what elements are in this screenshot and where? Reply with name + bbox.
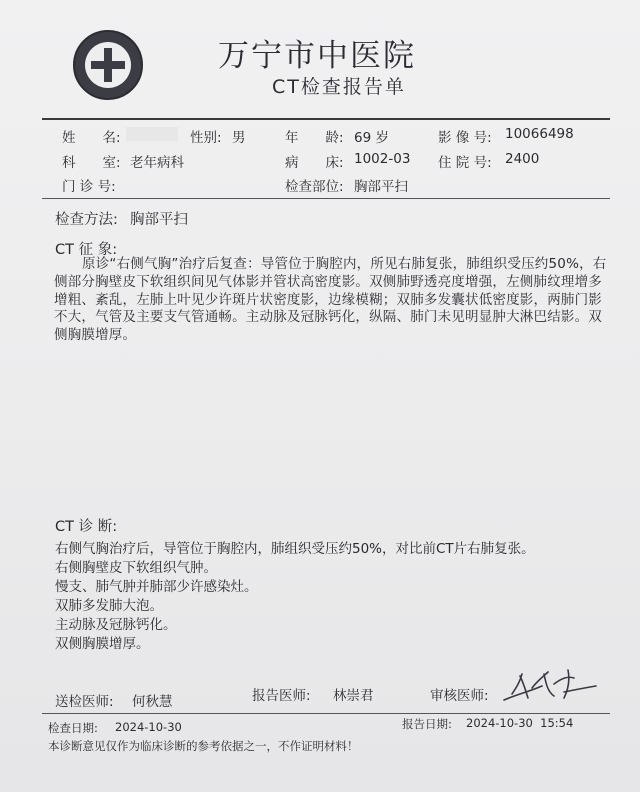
findings-text: 原诊“右侧气胸”治疗后复查：导管位于胸腔内，所见右肺复张，肺组织受压约50%，右侧部分胸壁皮下软组织间见气体影并管状高密度影。双侧肺野透亮度增强，左侧肺纹理增多增粗、紊乱，左肺上叶见少许斑片状密度影，边缘模糊；双肺多发囊状低密度影，两肺门影不大，气管及主要支气管通畅。主动脉及冠脉钙化，纵隔、肺门未见明显肿大淋巴结影。双侧胸膜增厚。 — [54, 256, 607, 344]
diagnosis-label: CT 诊 断: — [55, 519, 118, 535]
method-label: 检查方法: — [55, 212, 118, 228]
hospital-name: 万宁市中医院 — [218, 38, 416, 74]
reviewer-signature — [498, 664, 602, 708]
diagnosis-line: 右侧气胸治疗后，导管位于胸腔内，肺组织受压约50%，对比前CT片右肺复张。 — [55, 541, 535, 557]
sender-label: 送检医师: — [55, 694, 114, 710]
gender-value: 男 — [232, 130, 246, 146]
reviewer-label: 审核医师: — [430, 688, 489, 704]
exam-date-label: 检查日期: — [48, 721, 98, 735]
method-value: 胸部平扫 — [130, 212, 188, 228]
diagnosis-line: 双肺多发肺大泡。 — [55, 598, 163, 614]
age-label: 年 龄: — [285, 130, 344, 146]
diagnosis-line: 主动脉及冠脉钙化。 — [55, 617, 177, 633]
inpatient-no-value: 2400 — [505, 151, 540, 167]
image-no-value: 10066498 — [505, 126, 574, 142]
bed-label: 病 床: — [285, 155, 344, 171]
report-date-label: 报告日期: — [402, 717, 452, 731]
hospital-logo-icon — [73, 30, 143, 100]
image-no-label: 影 像 号: — [438, 130, 492, 146]
diagnosis-line: 双侧胸膜增厚。 — [55, 636, 150, 652]
dept-label: 科 室: — [62, 155, 121, 171]
age-value: 69 岁 — [354, 130, 389, 146]
outpatient-no-label: 门 诊 号: — [62, 179, 116, 195]
info-divider — [42, 198, 610, 199]
sender-name: 何秋慧 — [132, 694, 173, 710]
name-redaction — [126, 127, 178, 141]
header-divider — [42, 118, 610, 120]
report-title: CT检查报告单 — [272, 76, 406, 98]
disclaimer-text: 本诊断意见仅作为临床诊断的参考依据之一，不作证明材料！ — [48, 739, 359, 753]
report-date-value: 2024-10-30 15:54 — [466, 716, 574, 730]
findings-label: CT 征 象: — [55, 242, 118, 258]
exam-part-value: 胸部平扫 — [354, 179, 408, 195]
footer-divider — [42, 713, 610, 714]
inpatient-no-label: 住 院 号: — [438, 155, 492, 171]
diagnosis-line: 慢支、肺气肿并肺部少许感染灶。 — [55, 579, 258, 595]
exam-date-value: 2024-10-30 — [115, 720, 182, 734]
gender-label: 性别: — [190, 130, 222, 146]
reporter-label: 报告医师: — [252, 688, 311, 704]
name-label: 姓 名: — [62, 130, 121, 146]
exam-part-label: 检查部位: — [285, 179, 344, 195]
bed-value: 1002-03 — [354, 151, 411, 167]
reporter-name: 林崇君 — [333, 688, 374, 704]
dept-value: 老年病科 — [130, 155, 184, 171]
diagnosis-line: 右侧胸壁皮下软组织气肿。 — [55, 560, 217, 576]
